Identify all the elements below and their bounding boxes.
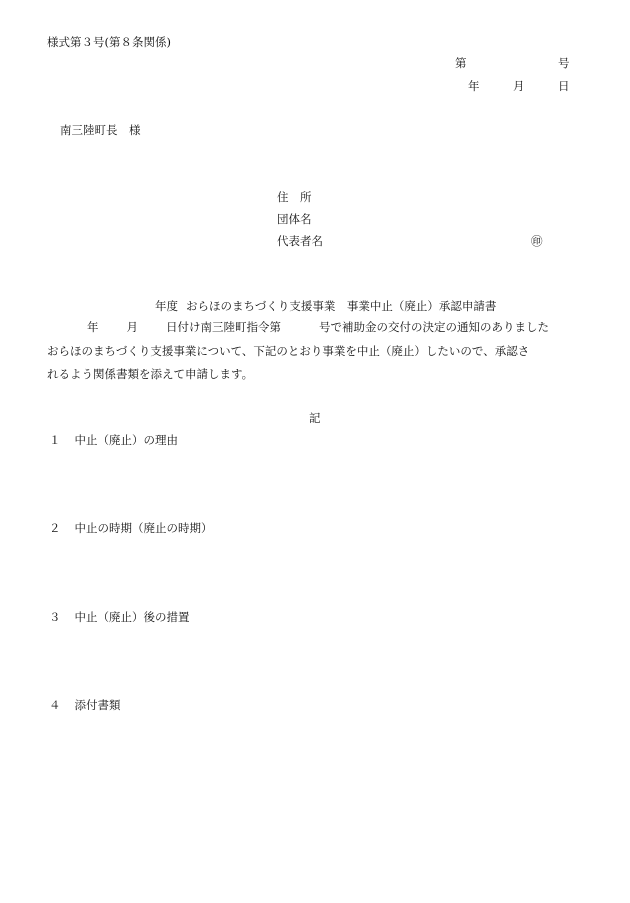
body-month: 月 [126, 320, 138, 334]
ki-heading: 記 [309, 411, 321, 425]
body-line-2: おらほのまちづくり支援事業について、下記のとおり事業を中止（廃止）したいので、承認さ [47, 343, 530, 358]
body-paragraph [47, 316, 587, 387]
date-year: 年 [468, 79, 480, 93]
body-line-1 [47, 316, 587, 340]
body-date-rest: 日付け南三陸町指令第 [166, 320, 281, 334]
item-1-number: １ [49, 433, 61, 447]
date-day: 日 [558, 79, 570, 93]
group-name-label: 団体名 [277, 212, 312, 226]
item-2-label: 中止の時期（廃止の時期） [74, 521, 213, 535]
item-2-number: ２ [49, 521, 61, 535]
body-year: 年 [87, 320, 99, 334]
doc-number-prefix: 第 [455, 56, 467, 70]
seal-mark: ㊞ [531, 234, 543, 248]
item-4-label: 添付書類 [74, 698, 121, 712]
item-4-number: ４ [49, 698, 61, 712]
title-year: 年度 [155, 299, 178, 313]
body-line-1-end: 号で補助金の交付の決定の通知のありました [319, 320, 549, 334]
item-2 [49, 523, 213, 535]
item-3-number: ３ [49, 610, 61, 624]
address-label: 住 所 [277, 190, 312, 204]
doc-number-suffix: 号 [558, 56, 570, 70]
addressee: 南三陸町長 様 [60, 123, 141, 137]
document-title [155, 301, 496, 313]
item-3 [49, 612, 190, 624]
item-1-label: 中止（廃止）の理由 [74, 433, 178, 447]
representative-label: 代表者名 [277, 234, 323, 248]
item-1 [49, 435, 178, 447]
item-3-label: 中止（廃止）後の措置 [74, 610, 190, 624]
title-text: おらほのまちづくり支援事業 事業中止（廃止）承認申請書 [186, 299, 497, 313]
body-line-3: れるよう関係書類を添えて申請します。 [47, 367, 254, 381]
date-month: 月 [513, 79, 525, 93]
item-4 [49, 700, 121, 712]
form-number: 様式第３号(第８条関係) [47, 35, 171, 49]
